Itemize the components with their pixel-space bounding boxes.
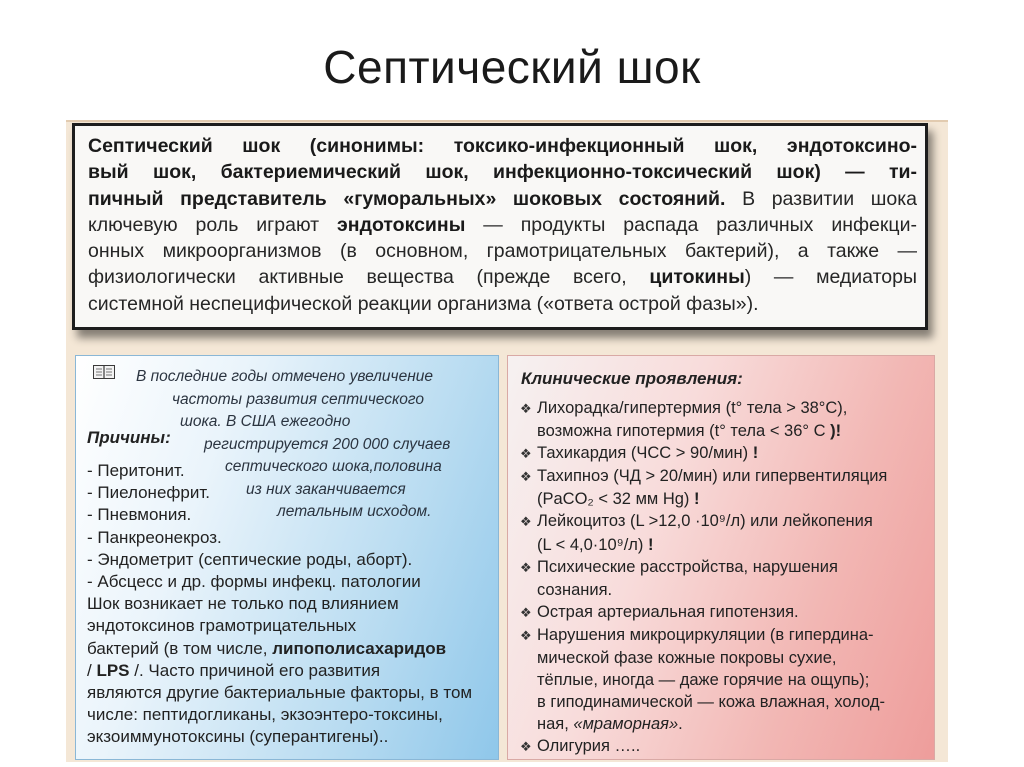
bold-term: ! <box>648 535 654 554</box>
text-run: Лейкоцитоз (L >12,0 ·10⁹/л) или лейкопения <box>537 512 873 531</box>
clinical-item-continuation <box>520 647 930 669</box>
text-run: Тахикардия (ЧСС > 90/мин) <box>537 444 753 463</box>
text-run: возможна гипотермия (t° тела < 36° C <box>537 422 831 441</box>
text-run: . <box>678 715 683 734</box>
definition-line <box>88 264 917 290</box>
text-run: Олигурия ….. <box>537 737 641 756</box>
bold-term: пичный представитель «гуморальных» шоковых состояний. <box>88 187 726 210</box>
diamond-bullet-icon: ❖ <box>520 739 532 755</box>
text-run: - Абсцесс и др. формы инфекц. патологии <box>87 572 421 592</box>
note-line: из них заканчивается <box>246 480 406 498</box>
note-line: В последние годы отмечено увеличение <box>136 368 433 385</box>
definition-text <box>88 133 917 317</box>
causes-line <box>87 660 492 682</box>
bold-term: )! <box>830 422 842 441</box>
diamond-bullet-icon: ❖ <box>520 469 532 485</box>
causes-line <box>87 527 492 549</box>
text-run: экзоиммунотоксины (суперантигены).. <box>87 727 389 747</box>
clinical-item-continuation <box>520 691 930 713</box>
diamond-bullet-icon: ❖ <box>520 446 532 462</box>
clinical-item-continuation <box>520 579 930 601</box>
text-run: тёплые, иногда — даже горячие на ощупь); <box>537 671 870 690</box>
text-run: / <box>87 660 97 680</box>
text-run: В развитии шока <box>725 187 918 210</box>
text-run: мической фазе кожные покровы сухие, <box>537 649 837 668</box>
bold-term: цитокины <box>649 266 745 289</box>
causes-line <box>87 704 492 726</box>
bold-term: вый шок, бактериемический шок, инфекционно-токсический шок) — ти- <box>88 161 917 184</box>
text-run: /. Часто причиной его развития <box>129 660 381 680</box>
diamond-bullet-icon: ❖ <box>520 514 532 530</box>
text-run: Шок возникает не только под влиянием <box>87 594 399 614</box>
causes-line <box>87 682 492 704</box>
diamond-bullet-icon: ❖ <box>520 604 532 620</box>
text-run: ) — медиаторы <box>744 266 917 289</box>
clinical-item <box>520 510 930 533</box>
causes-line <box>87 726 492 748</box>
clinical-item-continuation <box>520 713 930 735</box>
clinical-item-continuation <box>520 534 930 556</box>
text-run: - Перитонит. <box>87 461 185 480</box>
clinical-item <box>520 601 930 624</box>
diamond-bullet-icon: ❖ <box>520 401 532 416</box>
diamond-bullet-icon: ❖ <box>520 627 532 643</box>
clinical-item <box>520 442 930 465</box>
causes-line <box>87 615 492 637</box>
causes-line <box>87 549 492 571</box>
epidemiology-causes-box <box>75 355 499 760</box>
clinical-item-continuation <box>520 420 930 442</box>
text-run: - Эндометрит (септические роды, аборт). <box>87 549 413 569</box>
causes-line <box>87 638 492 660</box>
text-run: физиологически активные вещества (прежде всего, <box>88 266 650 289</box>
causes-line <box>87 571 492 593</box>
text-run: являются другие бактериальные факторы, в том <box>87 683 473 703</box>
definition-line <box>88 159 917 185</box>
bold-term: Септический шок (синонимы: токсико-инфекционный шок, эндотоксино- <box>88 135 917 157</box>
bold-term: ! <box>752 444 759 463</box>
text-run: - Пиелонефрит. <box>87 483 210 503</box>
clinical-item-continuation <box>520 669 930 691</box>
text-run: числе: пептидогликаны, экзоэнтеро-токсины, <box>87 705 443 725</box>
note-line: летальным исходом. <box>277 503 432 520</box>
note-line: септического шока,половина <box>225 458 442 475</box>
causes-line <box>87 593 492 615</box>
clinical-item <box>520 397 930 420</box>
text-run: сознания. <box>537 580 613 599</box>
clinical-item <box>520 556 930 579</box>
definition-line <box>88 212 917 238</box>
clinical-item-continuation <box>520 488 930 510</box>
text-run: Нарушения микроциркуляции (в гипердина- <box>537 625 874 644</box>
causes-line <box>87 504 492 526</box>
text-run: Тахипноэ (ЧД > 20/мин) или гипервентиляция <box>537 467 888 486</box>
text-run: ключевую роль играют <box>88 213 338 236</box>
definition-line <box>88 186 917 212</box>
definition-line <box>88 238 917 264</box>
causes-line <box>87 482 492 504</box>
definition-box <box>72 123 928 330</box>
slide-title: Септический шок <box>323 41 701 93</box>
text-run: - Панкреонекроз. <box>87 527 222 547</box>
text-run: эндотоксинов грамотрицательных <box>87 616 357 636</box>
note-line: регистрируется 200 000 случаев <box>204 435 451 453</box>
bold-term: ! <box>694 490 700 509</box>
clinical-list <box>520 397 930 759</box>
text-run: ная, <box>537 715 574 734</box>
definition-line <box>88 133 917 159</box>
clinical-heading: Клинические проявления: <box>521 369 743 388</box>
note-line: шока. В США ежегодно <box>180 413 351 430</box>
text-run: (PaCO₂ < 32 мм Hg) <box>537 490 695 509</box>
text-run: - Пневмония. <box>87 505 192 525</box>
text-run: Лихорадка/гипертермия (t° тела > 38°C), <box>537 399 848 417</box>
text-run: Психические расстройства, нарушения <box>537 557 838 576</box>
italic-term: «мраморная» <box>573 715 679 734</box>
diamond-bullet-icon: ❖ <box>520 559 532 575</box>
bold-term: LPS <box>96 660 130 680</box>
note-line: частоты развития септического <box>172 390 424 408</box>
text-run: бактерий (в том числе, <box>87 638 273 658</box>
clinical-item <box>520 624 930 647</box>
text-run: системной неспецифической реакции организма («ответа острой фазы»). <box>88 292 759 315</box>
clinical-item <box>520 735 930 758</box>
book-icon <box>93 365 115 379</box>
text-run: (L < 4,0·10⁹/л) <box>537 535 649 554</box>
causes-line <box>87 460 492 482</box>
text-run: — продукты распада различных инфекци- <box>465 213 917 236</box>
causes-heading: Причины: <box>87 428 171 447</box>
bold-term: липополисахаридов <box>272 638 447 658</box>
causes-list <box>87 460 492 749</box>
definition-line <box>88 291 917 317</box>
text-run: в гиподинамической — кожа влажная, холод- <box>537 693 885 712</box>
clinical-item <box>520 465 930 488</box>
text-run: онных микроорганизмов (в основном, грамотрицательных бактерий), а также — <box>88 240 917 263</box>
bold-term: эндотоксины <box>337 213 466 236</box>
text-run: Острая артериальная гипотензия. <box>537 602 799 621</box>
clinical-manifestations-box <box>507 355 935 760</box>
